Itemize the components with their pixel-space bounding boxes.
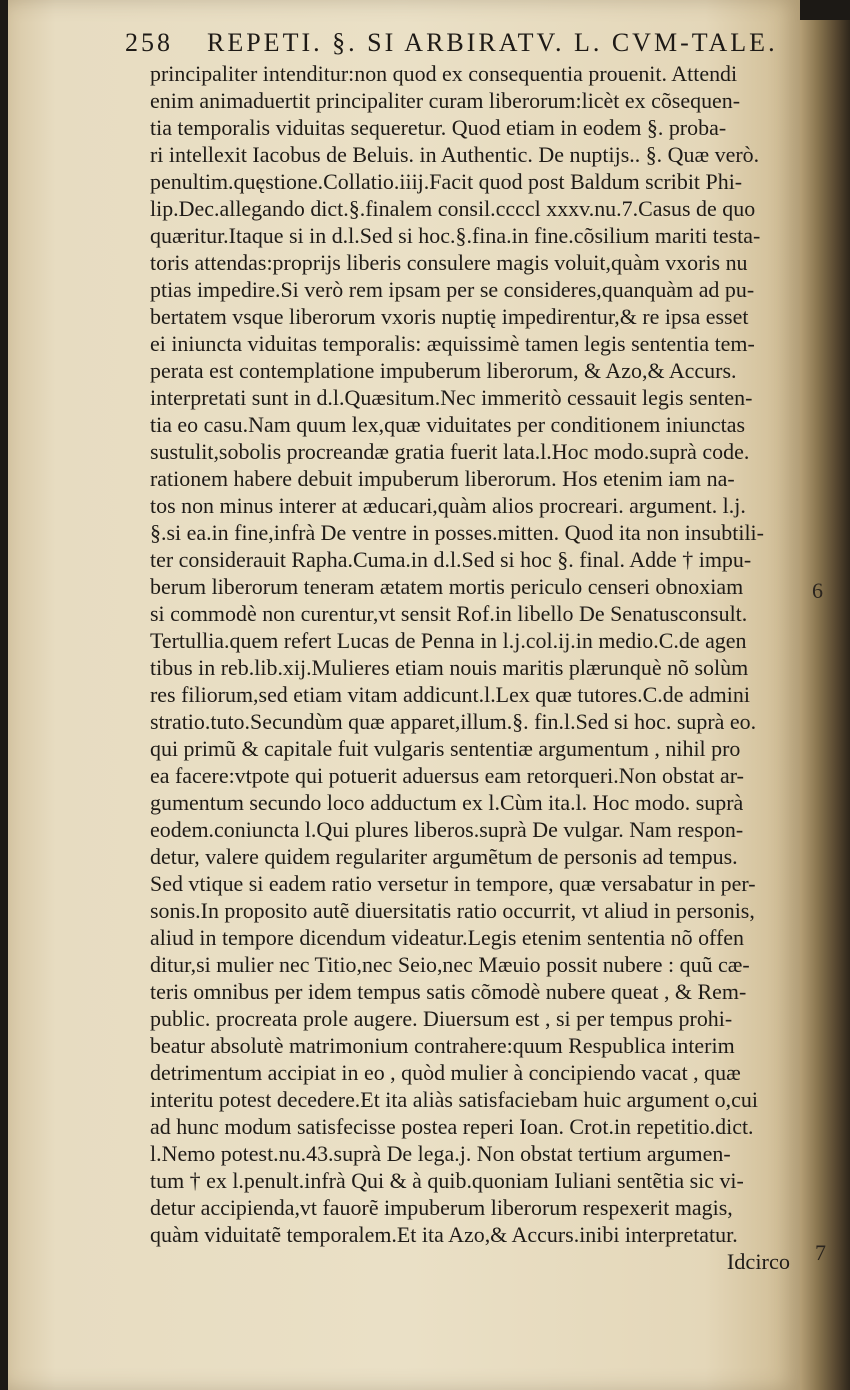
text-line: aliud in tempore dicendum videatur.Legis etenim sententia nõ offen [150,925,745,950]
running-head [125,28,785,60]
text-line: stratio.tuto.Secundùm quæ apparet,illum.§. fin.l.Sed si hoc. suprà eo. [150,709,757,734]
text-line: ditur,si mulier nec Titio,nec Seio,nec Mæuio possit nubere : quũ cæ- [150,952,750,977]
text-line: ter considerauit Rapha.Cuma.in d.l.Sed si hoc §. final. Adde † impu- [150,547,752,572]
margin-note-7: 7 [815,1240,826,1265]
text-line: berum liberorum teneram ætatem mortis periculo censeri obnoxiam [150,574,744,599]
page-edge [800,20,850,1390]
text-line: detur, valere quidem regulariter argumẽtum de personis ad tempus. [150,844,738,869]
text-line: enim animaduertit principaliter curam liberorum:licèt ex cõsequen- [150,88,741,113]
margin-note-6: 6 [812,578,823,603]
text-line: sonis.In proposito autẽ diuersitatis ratio occurrit, vt aliud in personis, [150,898,755,923]
text-line: gumentum secundo loco adductum ex l.Cùm ita.l. Hoc modo. suprà [150,790,744,815]
text-line: ei iniuncta viduitas temporalis: æquissimè tamen legis sententia tem- [150,331,755,356]
text-line: toris attendas:proprijs liberis consulere magis voluit,quàm vxoris nu [150,250,748,275]
text-line: lip.Dec.allegando dict.§.finalem consil.ccccl xxxv.nu.7.Casus de quo [150,196,756,221]
text-line: principaliter intenditur:non quod ex consequentia prouenit. Attendi [150,61,738,86]
text-line: l.Nemo potest.nu.43.suprà De lega.j. Non obstat tertium argumen- [150,1141,731,1166]
text-line: perata est contemplatione impuberum liberorum, & Azo,& Accurs. [150,358,737,383]
text-line: sustulit,sobolis procreandæ gratia fuerit lata.l.Hoc modo.suprà code. [150,439,750,464]
text-line: tum † ex l.penult.infrà Qui & à quib.quoniam Iuliani sentẽtia sic vi- [150,1168,744,1193]
text-line: bertatem vsque liberorum vxoris nuptię impedirentur,& re ipsa esset [150,304,749,329]
text-line: penultim.quęstione.Collatio.iiij.Facit quod post Baldum scribit Phi- [150,169,743,194]
text-line: quàm viduitatẽ temporalem.Et ita Azo,& Accurs.inibi interpretatur. [150,1222,738,1247]
text-line: eodem.coniuncta l.Qui plures liberos.suprà De vulgar. Nam respon- [150,817,744,842]
text-line: Sed vtique si eadem ratio versetur in tempore, quæ versabatur in per- [150,871,756,896]
text-line: tia temporalis viduitas sequeretur. Quod etiam in eodem §. proba- [150,115,727,140]
text-line: si commodè non curentur,vt sensit Rof.in libello De Senatusconsult. [150,601,748,626]
text-line: ri intellexit Iacobus de Beluis. in Authentic. De nuptijs.. §. Quæ verò. [150,142,760,167]
text-line: qui primũ & capitale fuit vulgaris sententiæ argumentum , nihil pro [150,736,741,761]
text-line: res filiorum,sed etiam vitam addicunt.l.Lex quæ tutores.C.de admini [150,682,750,707]
text-line: detrimentum accipiat in eo , quòd mulier à concipiendo vacat , quæ [150,1060,741,1085]
catchword: Idcirco [726,1249,790,1274]
text-line: teris omnibus per idem tempus satis cõmodè nubere queat , & Rem- [150,979,747,1004]
text-line: ptias impedire.Si verò rem ipsam per se consideres,quanquàm ad pu- [150,277,755,302]
page-number: 258 [125,28,173,57]
text-line: §.si ea.in fine,infrà De ventre in posses.mitten. Quod ita non insubtili- [150,520,764,545]
text-line: detur accipienda,vt fauorẽ impuberum liberorum respexerit magis, [150,1195,733,1220]
text-line: beatur absolutè matrimonium contrahere:quum Respublica interim [150,1033,735,1058]
text-line: tibus in reb.lib.xij.Mulieres etiam nouis maritis plærunquè nõ solùm [150,655,749,680]
text-line: interpretati sunt in d.l.Quæsitum.Nec immeritò cessauit legis senten- [150,385,753,410]
text-line: ad hunc modum satisfecisse postea reperi Ioan. Crot.in repetitio.dict. [150,1114,754,1139]
text-line: public. procreata prole augere. Diuersum est , si per tempus prohi- [150,1006,733,1031]
text-line: rationem habere debuit impuberum liberorum. Hos etenim iam na- [150,466,735,491]
body-text [150,60,800,1275]
text-line: interitu potest decedere.Et ita aliàs satisfaciebam huic argument o,cui [150,1087,758,1112]
text-line: tos non minus interer at æducari,quàm alios procreari. argument. l.j. [150,493,746,518]
running-title: REPETI. §. SI ARBIRATV. L. CVM-TALE. [207,28,778,57]
text-line: Tertullia.quem refert Lucas de Penna in l.j.col.ij.in medio.C.de agen [150,628,747,653]
text-line: quæritur.Itaque si in d.l.Sed si hoc.§.fina.in fine.cõsilium mariti testa- [150,223,761,248]
text-line: tia eo casu.Nam quum lex,quæ viduitates per conditionem iniunctas [150,412,746,437]
text-line: ea facere:vtpote qui potuerit aduersus eam retorqueri.Non obstat ar- [150,763,744,788]
